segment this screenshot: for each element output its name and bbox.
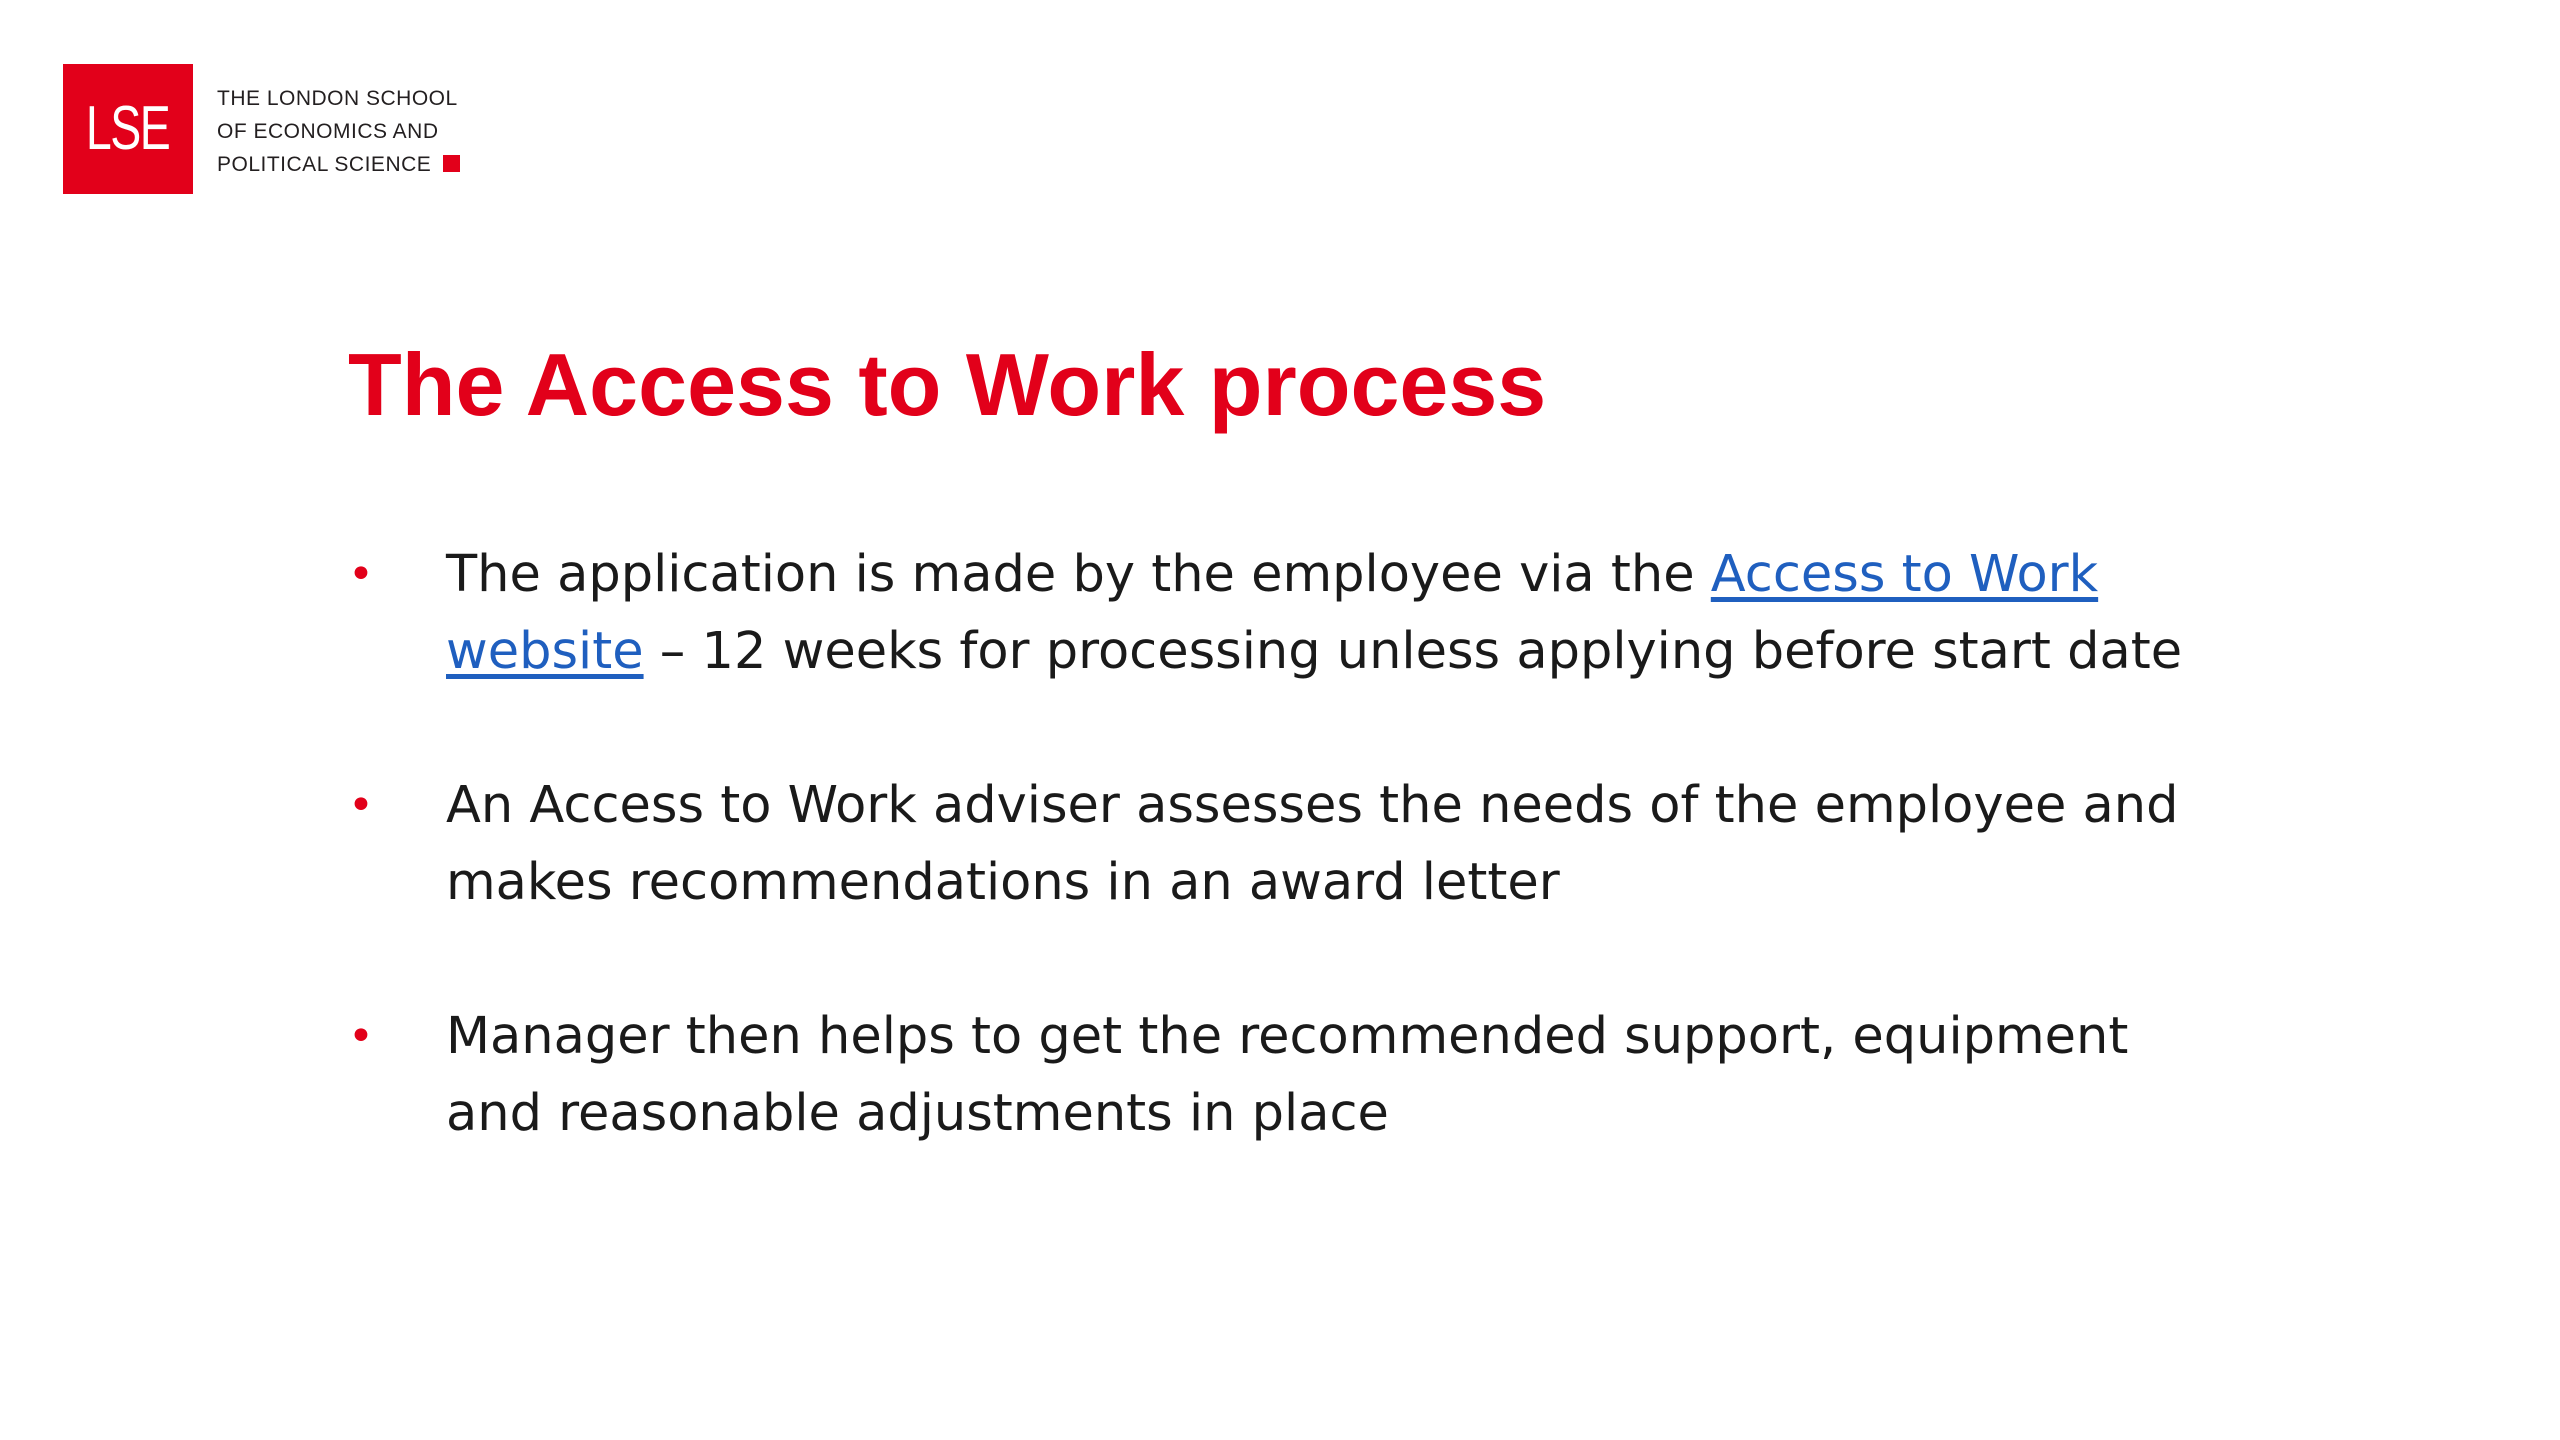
lse-logo-mark (63, 64, 193, 194)
bullet-text: Manager then helps to get the recommended support, equipment and reasonable adjustments in place (446, 1007, 2129, 1143)
bullet-item (348, 767, 2228, 921)
bullet-item (348, 536, 2228, 690)
bullet-text: An Access to Work adviser assesses the needs of the employee and makes recommendations in an award letter (446, 776, 2179, 912)
red-square-icon (443, 155, 460, 172)
slide-title: The Access to Work process (348, 335, 1547, 434)
bullet-dot-icon: • (348, 780, 374, 831)
access-to-work-website-link[interactable]: Access to Work website (446, 545, 2099, 681)
bullet-text-before-link: The application is made by the employee via the (446, 545, 1711, 604)
bullet-dot-icon: • (348, 549, 374, 600)
bullet-list (348, 536, 2228, 1229)
bullet-dot-icon: • (348, 1011, 374, 1062)
logo-line-2: OF ECONOMICS AND (217, 120, 439, 143)
bullet-item (348, 998, 2228, 1152)
lse-logo-wordmark (217, 82, 477, 181)
bullet-text-after-link: – 12 weeks for processing unless applying before start date (643, 622, 2183, 681)
logo-line-3: POLITICAL SCIENCE (217, 153, 432, 176)
lse-logo-mark-text: LSE (86, 94, 170, 163)
logo-line-1: THE LONDON SCHOOL (217, 87, 458, 110)
